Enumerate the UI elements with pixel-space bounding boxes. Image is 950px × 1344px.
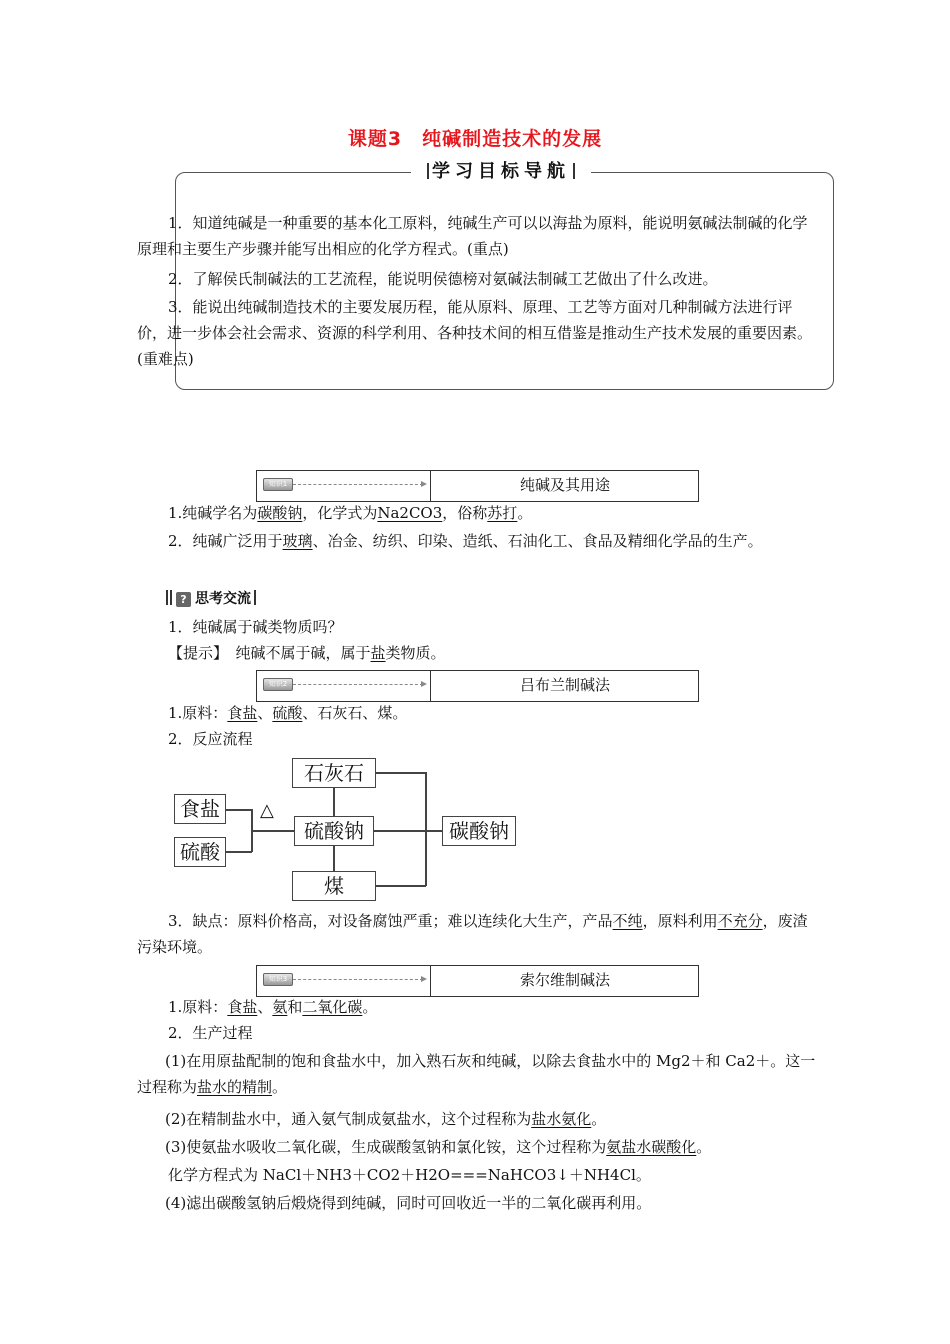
goals-header (411, 160, 591, 184)
flow-sodium-sulfate: 硫酸钠 (294, 816, 374, 846)
k3-step-3: (3)使氨盐水吸收二氧化碳，生成碳酸氢钠和氯化铵，这个过程称为氨盐水碳酸化。 (165, 1138, 712, 1156)
flow-sodium-carbonate: 碳酸钠 (442, 816, 516, 846)
knowledge-heading-1 (256, 470, 699, 502)
k3-step-4: (4)滤出碳酸氢钠后煅烧得到纯碱，同时可回收近一半的二氧化碳再利用。 (165, 1194, 652, 1212)
goal-item-1: 1．知道纯碱是一种重要的基本化工原料，纯碱生产可以以海盐为原料，能说明氨碱法制碱的化学原理和主要生产步骤并能写出相应的化学方程式。(重点) (137, 214, 808, 258)
k1-paragraph-2: 2．纯碱广泛用于玻璃、冶金、纺织、印染、造纸、石油化工、食品及精细化学品的生产。 (168, 532, 763, 550)
knowledge-tag: 知识1 (263, 478, 293, 491)
arrow-icon (421, 976, 427, 982)
k3-paragraph-2: 2．生产过程 (168, 1024, 253, 1042)
knowledge-heading-3 (256, 965, 699, 997)
page-title: 课题3 纯碱制造技术的发展 (347, 128, 603, 150)
k3-equation: 化学方程式为 NaCl＋NH3＋CO2＋H2O===NaHCO3↓＋NH4Cl。 (168, 1166, 651, 1184)
arrow-icon (421, 481, 427, 487)
arrow-icon (421, 681, 427, 687)
flow-salt: 食盐 (174, 794, 226, 824)
k3-step-2: (2)在精制盐水中，通入氨气制成氨盐水，这个过程称为盐水氨化。 (165, 1110, 607, 1128)
knowledge-label: 索尔维制碱法 (519, 971, 610, 989)
knowledge-tag: 知识3 (263, 973, 293, 986)
think-question: 1．纯碱属于碱类物质吗？ (168, 618, 343, 636)
flow-coal: 煤 (292, 871, 376, 901)
goal-item-3: 3．能说出纯碱制造技术的主要发展历程，能从原料、原理、工艺等方面对几种制碱方法进行评价，进一步体会社会需求、资源的科学利用、各种技术间的相互借鉴是推动生产技术发展的重要因素。(重难点) (137, 298, 813, 368)
knowledge-tag: 知识2 (263, 678, 293, 691)
question-icon: ? (176, 592, 191, 607)
k2-paragraph-3: 3．缺点：原料价格高，对设备腐蚀严重；难以连续化大生产，产品不纯，原料利用不充分，废渣污染环境。 (137, 912, 808, 956)
k1-paragraph-1: 1.纯碱学名为碳酸钠，化学式为Na2CO3，俗称苏打。 (168, 504, 533, 522)
knowledge-label: 吕布兰制碱法 (519, 676, 610, 694)
think-header: ? 思考交流 (166, 588, 258, 608)
flow-sulfuric-acid: 硫酸 (174, 837, 226, 867)
knowledge-heading-2 (256, 670, 699, 702)
k3-step-1: (1)在用原盐配制的饱和食盐水中，加入熟石灰和纯碱，以除去食盐水中的 Mg2＋和 Ca2＋。这一过程称为盐水的精制。 (137, 1052, 816, 1096)
goals-header-text: 学习目标导航 (432, 161, 570, 182)
k3-paragraph-1: 1.原料：食盐、氨和二氧化碳。 (168, 998, 378, 1016)
heat-symbol: △ (260, 800, 274, 821)
k2-paragraph-1: 1.原料：食盐、硫酸、石灰石、煤。 (168, 704, 408, 722)
k2-paragraph-2: 2．反应流程 (168, 730, 253, 748)
knowledge-label: 纯碱及其用途 (519, 476, 610, 494)
flow-limestone: 石灰石 (292, 758, 376, 788)
think-hint: 【提示】 纯碱不属于碱，属于盐类物质。 (168, 644, 446, 662)
goal-item-2: 2．了解侯氏制碱法的工艺流程，能说明侯德榜对氨碱法制碱工艺做出了什么改进。 (168, 270, 718, 288)
